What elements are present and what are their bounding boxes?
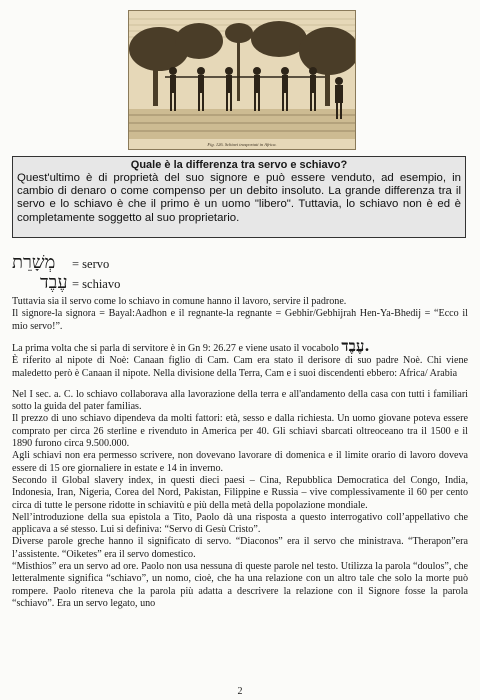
question-title: Quale è la differenza tra servo e schiavo?	[130, 159, 348, 171]
paragraph	[12, 337, 468, 355]
engraving-caption: Fig. 126. Schiavi trasportati in Africa.	[207, 142, 277, 147]
question-answer: Quest'ultimo è di proprietà del suo signore e può essere venduto, ad esempio, in cambio di denaro o come compenso per un debito insoluto. La grande differenza tra il servo e lo schiavo è che il primo è un uomo "libero". Tuttavia, lo schiavo non è ed è completamente soggetto al suo proprietario.	[17, 172, 461, 224]
paragraph: Tuttavia sia il servo come lo schiavo in comune hanno il lavoro, servire il padrone.	[12, 296, 347, 307]
paragraph: “Misthios” era un servo ad ore. Paolo non usa nessuna di queste parole nel testo. Utilizza la parola “doulos”, che letteralmente significa “schiavo”, un nomo, cioè, che ha una relazione con un altro tale che solo la morte può rompere. Paolo riteneva che la parola più adatta a descrivere la relazione con il Signore fosse la parola “schiavo”. Era un servo legato, uno	[12, 561, 468, 609]
paragraph: Nell’introduzione della sua epistola a Tito, Paolo dà una risposta a questo interrogativo coll’appellativo che applicava a sé stesso. Lui si definiva: “Servo di Gesù Cristo”.	[12, 511, 468, 536]
question-box	[12, 156, 466, 238]
intro-paragraphs	[12, 296, 468, 333]
hebrew-meaning-servo: = servo	[72, 257, 110, 271]
paragraph: Diverse parole greche hanno il significato di servo. “Diaconos” era il servo che ministrava. “Therapon”era l’assistente. “Oiketes” era il servo domestico.	[12, 536, 468, 560]
paragraph-text: La prima volta che si parla di servitore è in Gn 9: 26.27 e viene usato il vocabolo	[12, 343, 339, 354]
paragraph: Il prezzo di uno schiavo dipendeva da molti fattori: età, sesso e dalla richiesta. Un uomo giovane poteva essere comprato per circa 26 sterline e rivenduto in America per 40. Gli schiavi sbarcati oltreoceano tra il 1500 e il 1890 furono circa 9.500.000.	[12, 413, 468, 450]
hebrew-word-inline: עֶבֶד.	[341, 337, 370, 355]
paragraph: Secondo il Global slavery index, in questi dieci paesi – Cina, Repubblica Democratica del Congo, India, Indonesia, Iran, Nigeria, Corea del Nord, Pakistan, Filippine e Russia – vive complessivamente il 60 per cento circa di tutte le persone ridotte in schiavitù e più della metà della popolazione mondiale.	[12, 474, 468, 511]
hebrew-word-schiavo: עֶבֶד	[40, 272, 68, 293]
hebrew-meaning-schiavo: = schiavo	[72, 277, 121, 291]
hebrew-word-servo: מְשָׁרֵת	[12, 252, 56, 273]
genesis-paragraph	[12, 337, 468, 610]
paragraph: Agli schiavi non era permesso scrivere, non dovevano lavorare di domenica e il limite orario di lavoro doveva essere di 15 ore giornaliere in estate e 14 in inverno.	[12, 450, 468, 474]
slave-caravan-engraving	[129, 11, 355, 149]
paragraph: Nel I sec. a. C. lo schiavo collaborava alla lavorazione della terra e all'andamento della casa con tutti i familiari sotto la guida del pater familias.	[12, 388, 468, 413]
paragraph: Il signore-la signora = Bayal:Aadhon e il regnante-la regnante = Gebhir/Gebhijrah Hen-Ya-Bhedij = “Ecco il mio servo!”.	[12, 308, 468, 332]
paragraph: È riferito al nipote di Noè: Canaan figlio di Cam. Cam era stato il derisore di suo padre Noè. Chi viene maledetto però è Canaan il nipote. Nella divisione della Terra, Cam e i suoi discendenti ebbero: Africa/ Arabia	[12, 355, 468, 379]
engraving-illustration	[128, 10, 356, 150]
page-number: 2	[237, 686, 243, 697]
